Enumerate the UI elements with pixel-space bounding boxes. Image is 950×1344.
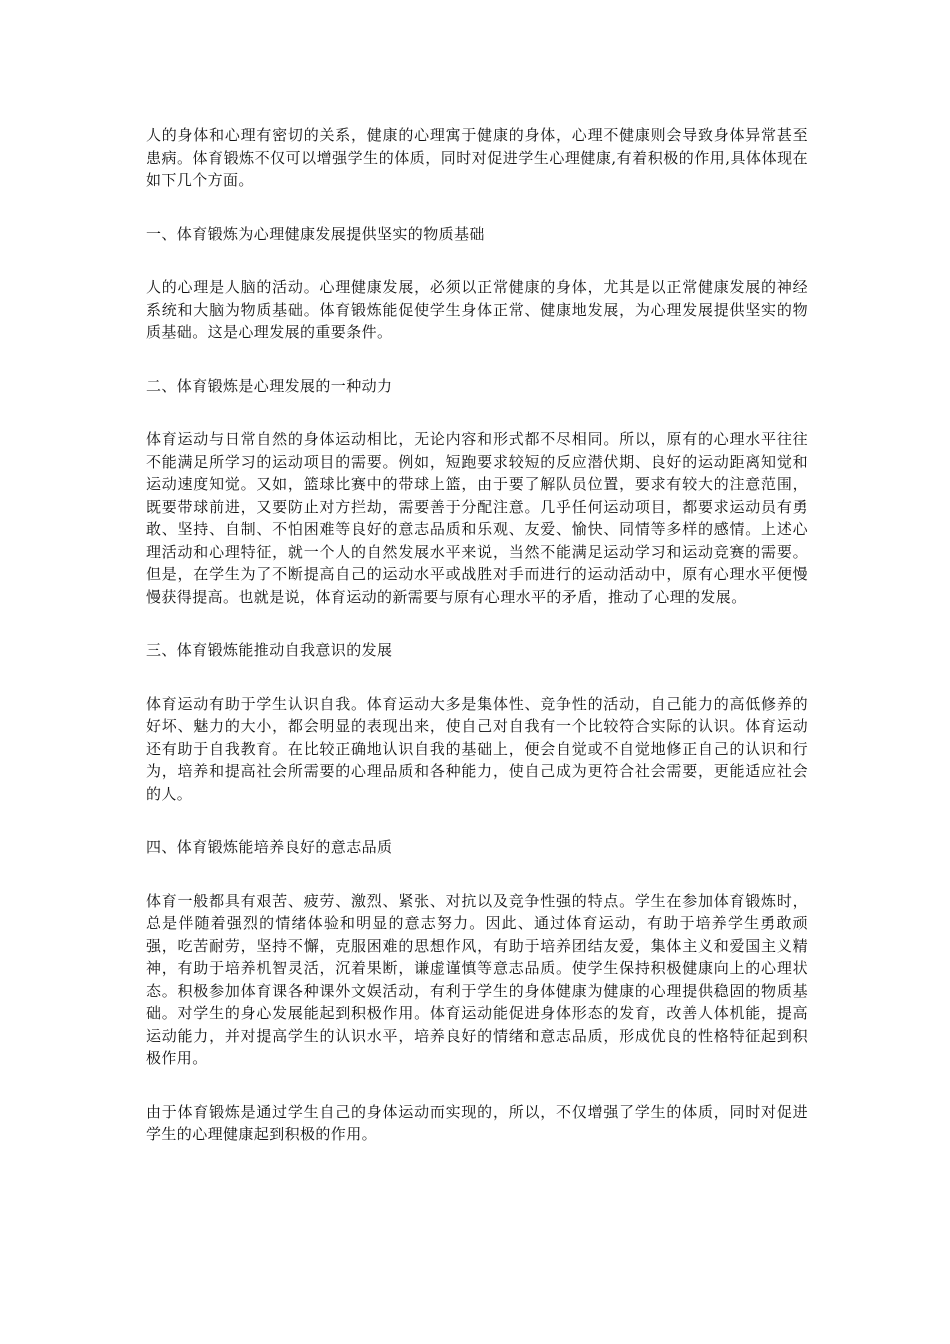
section-1-paragraph: 人的心理是人脑的活动。心理健康发展，必须以正常健康的身体，尤其是以正常健康发展的神经系统和大脑为物质基础。体育锻炼能促使学生身体正常、健康地发展，为心理发展提供坚实的物质基础。这是心理发展的重要条件。 xyxy=(146,278,808,341)
document-body xyxy=(146,124,808,1177)
section-4-paragraph: 体育一般都具有艰苦、疲劳、激烈、紧张、对抗以及竞争性强的特点。学生在参加体育锻炼时，总是伴随着强烈的情绪体验和明显的意志努力。因此、通过体育运动，有助于培养学生勇敢顽强，吃苦耐劳，坚持不懈，克服困难的思想作风，有助于培养团结友爱，集体主义和爱国主义精神，有助于培养机智灵活，沉着果断，谦虚谨慎等意志品质。使学生保持积极健康向上的心理状态。积极参加体育课各种课外文娱活动，有利于学生的身体健康为健康的心理提供稳固的物质基础。对学生的身心发展能起到积极作用。体育运动能促进身体形态的发育，改善人体机能，提高运动能力，并对提高学生的认识水平，培养良好的情绪和意志品质，形成优良的性格特征起到积极作用。 xyxy=(146,891,808,1067)
section-3-paragraph: 体育运动有助于学生认识自我。体育运动大多是集体性、竞争性的活动，自己能力的高低修养的好坏、魅力的大小，都会明显的表现出来，使自己对自我有一个比较符合实际的认识。体育运动还有助于自我教育。在比较正确地认识自我的基础上，便会自觉或不自觉地修正自己的认识和行为，培养和提高社会所需要的心理品质和各种能力，使自己成为更符合社会需要，更能适应社会的人。 xyxy=(146,694,808,803)
section-heading-2: 二、体育锻炼是心理发展的一种动力 xyxy=(146,376,393,395)
section-heading-3: 三、体育锻炼能推动自我意识的发展 xyxy=(146,641,393,659)
section-heading-4: 四、体育锻炼能培养良好的意志品质 xyxy=(146,838,393,856)
section-heading-1: 一、体育锻炼为心理健康发展提供坚实的物质基础 xyxy=(146,224,485,243)
intro-paragraph: 人的身体和心理有密切的关系，健康的心理寓于健康的身体，心理不健康则会导致身体异常甚至患病。体育锻炼不仅可以增强学生的体质，同时对促进学生心理健康,有着积极的作用,具体体现在如下几个方面。 xyxy=(146,126,808,189)
conclusion-paragraph: 由于体育锻炼是通过学生自己的身体运动而实现的，所以，不仅增强了学生的体质，同时对促进学生的心理健康起到积极的作用。 xyxy=(146,1102,808,1143)
section-2-paragraph: 体育运动与日常自然的身体运动相比，无论内容和形式都不尽相同。所以，原有的心理水平往往不能满足所学习的运动项目的需要。例如，短跑要求较短的反应潜伏期、良好的运动距离知觉和运动速度知觉。又如，篮球比赛中的带球上篮，由于要了解队员位置，要求有较大的注意范围，既要带球前进，又要防止对方拦劫，需要善于分配注意。几乎任何运动项目，都要求运动员有勇敢、坚持、自制、不怕困难等良好的意志品质和乐观、友爱、愉快、同情等多样的感情。上述心理活动和心理特征，就一个人的自然发展水平来说，当然不能满足运动学习和运动竞赛的需要。但是，在学生为了不断提高自己的运动水平或战胜对手而进行的运动活动中，原有心理水平便慢慢获得提高。也就是说，体育运动的新需要与原有心理水平的矛盾，推动了心理的发展。 xyxy=(146,430,808,606)
